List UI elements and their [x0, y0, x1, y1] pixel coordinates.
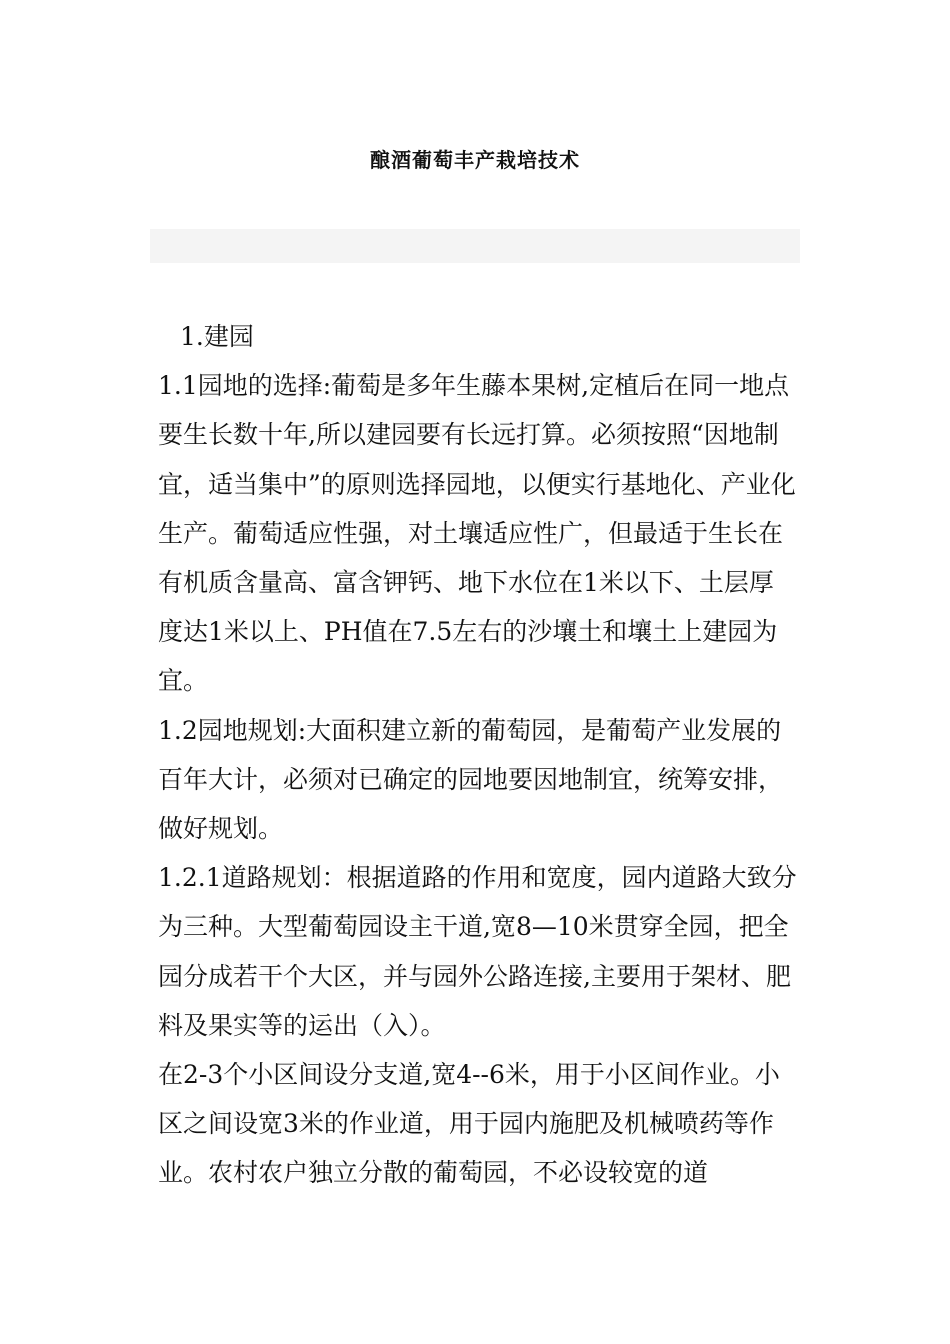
paragraph-branch-roads: 在2-3个小区间设分支道,宽4--6米，用于小区间作业。小区之间设宽3米的作业道，用于园内施肥及机械喷药等作业。农村农户独立分散的葡萄园，不必设较宽的道: [158, 1060, 780, 1188]
document-title: 酿酒葡萄丰产栽培技术: [370, 148, 580, 172]
section-heading-1: 1.建园: [180, 322, 254, 351]
paragraph-road-planning: 1.2.1道路规划：根据道路的作用和宽度，园内道路大致分为三种。大型葡萄园设主干道,宽8—10米贯穿全园，把全园分成若干个大区，并与园外公路连接,主要用于架材、肥料及果实等的运出（入）。: [158, 863, 797, 1040]
document-body: [158, 312, 798, 1198]
paragraph-site-selection: 1.1园地的选择:葡萄是多年生藤本果树,定植后在同一地点要生长数十年,所以建园要有长远打算。必须按照“因地制宜，适当集中”的原则选择园地，以便实行基地化、产业化生产。葡萄适应性强，对土壤适应性广，但最适于生长在有机质含量高、富含钾钙、地下水位在1米以下、土层厚度达1米以上、PH值在7.5左右的沙壤土和壤土上建园为宜。: [158, 371, 796, 696]
paragraph-site-planning: 1.2园地规划:大面积建立新的葡萄园，是葡萄产业发展的百年大计，必须对已确定的园地要因地制宜，统筹安排，做好规划。: [158, 715, 784, 844]
shaded-band: [150, 229, 800, 263]
